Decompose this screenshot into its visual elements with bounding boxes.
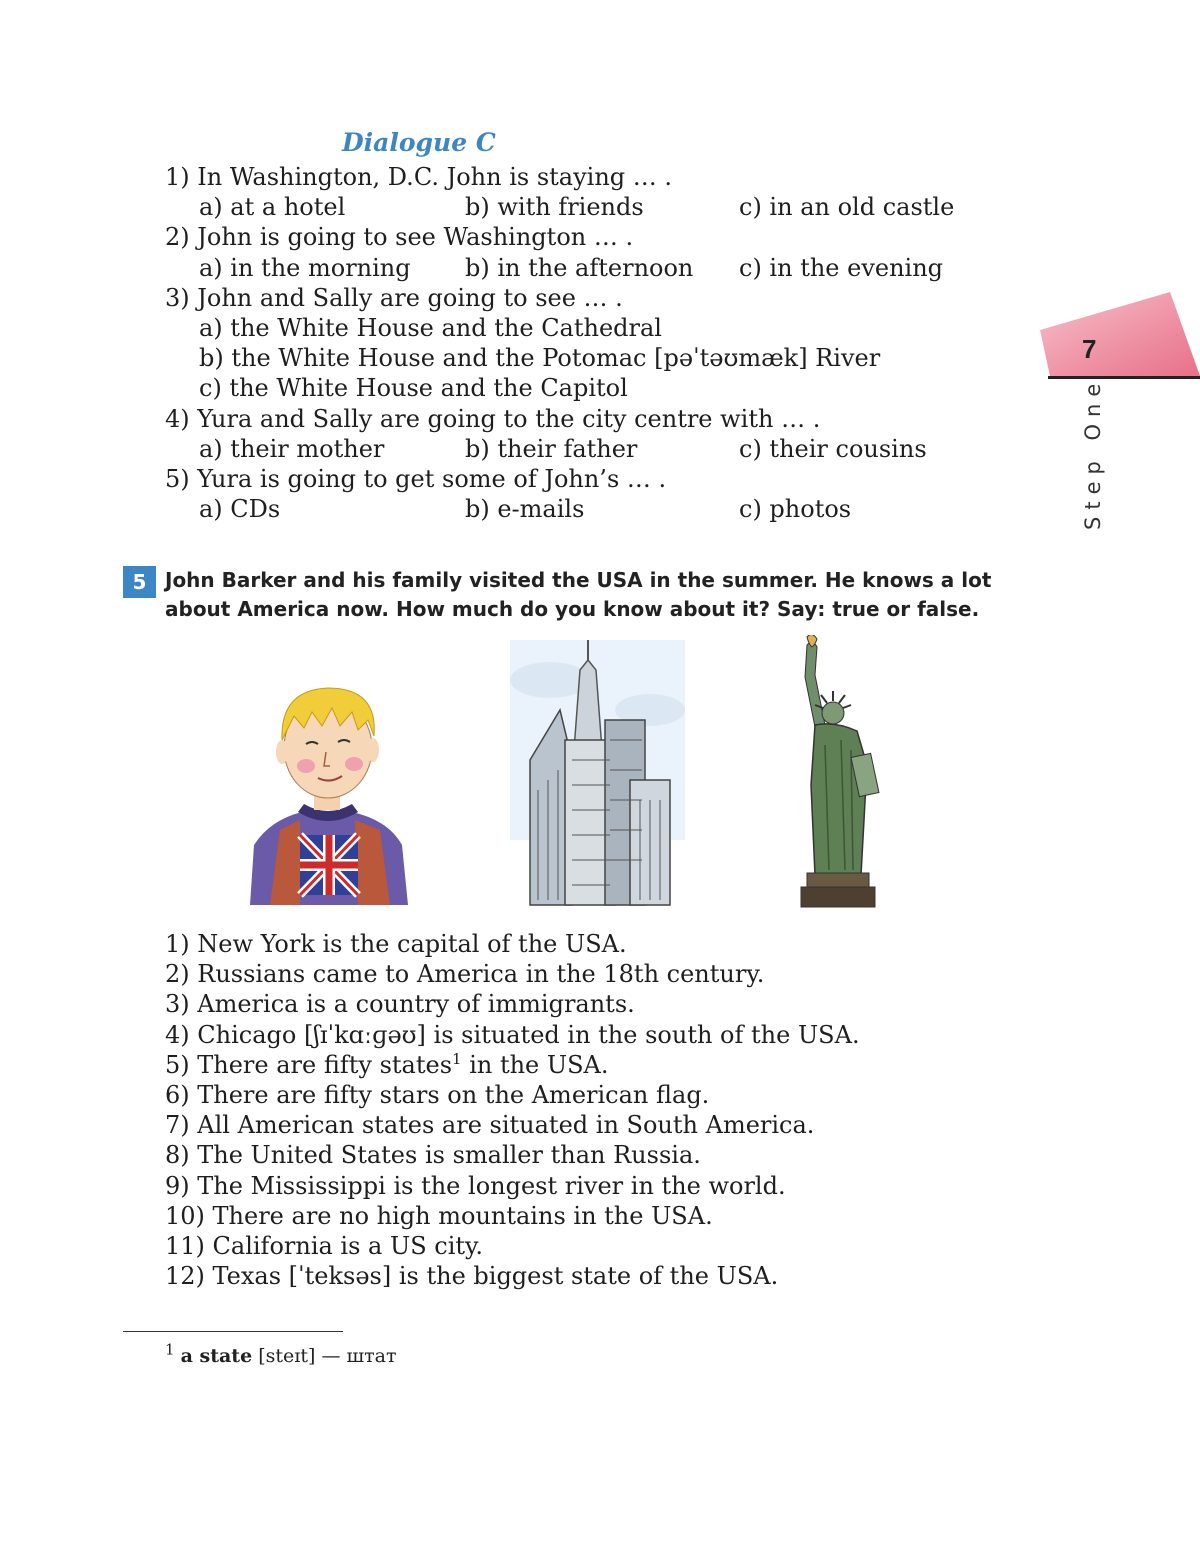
statement-5-tail: in the USA.: [461, 1050, 609, 1079]
footnote-translation: — штат: [321, 1345, 397, 1367]
question-3: 3) John and Sally are going to see … .: [165, 283, 623, 312]
option-a: a) at a hotel: [199, 193, 346, 222]
option-a: a) the White House and the Cathedral: [199, 313, 662, 342]
option-a: a) in the morning: [199, 253, 411, 282]
option-c: c) their cousins: [739, 434, 927, 463]
question-1-options: [165, 192, 1025, 222]
footnote-transcription: [steɪt]: [258, 1345, 316, 1367]
statement-4: 4) Chicago [ʃɪˈkɑːɡəʊ] is situated in the south of the USA.: [165, 1020, 860, 1049]
footnote-mark: 1: [165, 1340, 175, 1359]
footnote: [165, 1340, 397, 1367]
option-c: c) in an old castle: [739, 193, 955, 222]
footnote-reference: 1: [452, 1049, 462, 1068]
statement-9: 9) The Mississippi is the longest river in the world.: [165, 1171, 786, 1200]
option-c: c) the White House and the Capitol: [199, 374, 628, 403]
statue-of-liberty-illustration: [785, 635, 895, 910]
statement-6: 6) There are fifty stars on the American flag.: [165, 1081, 710, 1110]
boy-illustration: [240, 670, 415, 910]
footnote-divider: [123, 1331, 343, 1332]
option-b: b) in the afternoon: [465, 253, 694, 282]
option-c: c) in the evening: [739, 253, 944, 282]
statement-2: 2) Russians came to America in the 18th century.: [165, 960, 765, 989]
option-a: a) CDs: [199, 495, 281, 524]
dialogue-quiz: [165, 162, 1025, 524]
option-b: b) the White House and the Potomac [pəˈtəʊmæk] River: [199, 344, 881, 373]
option-c: c) photos: [739, 495, 852, 524]
statement-3: 3) America is a country of immigrants.: [165, 990, 635, 1019]
question-5: 5) Yura is going to get some of John’s … .: [165, 464, 667, 493]
question-4: 4) Yura and Sally are going to the city centre with … .: [165, 404, 821, 433]
footnote-term: a state: [180, 1345, 253, 1367]
exercise-instruction: John Barker and his family visited the USA in the summer. He knows a lot about America now. How much do you know about it? Say: true or false.: [165, 568, 992, 621]
side-tab-shape: [1040, 292, 1200, 382]
statement-7: 7) All American states are situated in South America.: [165, 1111, 815, 1140]
question-4-options: [165, 434, 1025, 464]
page-number: 7: [1082, 334, 1097, 364]
statement-11: 11) California is a US city.: [165, 1232, 484, 1261]
dialogue-title: Dialogue C: [342, 128, 496, 157]
statement-5: [165, 1050, 1065, 1080]
option-a: a) their mother: [199, 434, 385, 463]
statement-10: 10) There are no high mountains in the USA.: [165, 1201, 713, 1230]
question-1: 1) In Washington, D.C. John is staying … .: [165, 163, 673, 191]
skyscrapers-illustration: [510, 640, 685, 912]
section-label: Step One: [1081, 376, 1105, 530]
side-tab-rule: [1048, 376, 1200, 379]
question-5-options: [165, 494, 1025, 524]
exercise-number-badge: 5: [123, 566, 156, 598]
option-b: b) e-mails: [465, 495, 585, 524]
question-2: 2) John is going to see Washington … .: [165, 223, 634, 252]
statement-12: 12) Texas [ˈteksəs] is the biggest state of the USA.: [165, 1262, 779, 1291]
option-b: b) with friends: [465, 193, 644, 222]
statement-8: 8) The United States is smaller than Russia.: [165, 1141, 701, 1170]
question-2-options: [165, 253, 1025, 283]
statements-list: [165, 929, 1065, 1291]
statement-5-text: 5) There are fifty states: [165, 1050, 453, 1079]
statement-1: 1) New York is the capital of the USA.: [165, 930, 627, 958]
option-b: b) their father: [465, 434, 638, 463]
